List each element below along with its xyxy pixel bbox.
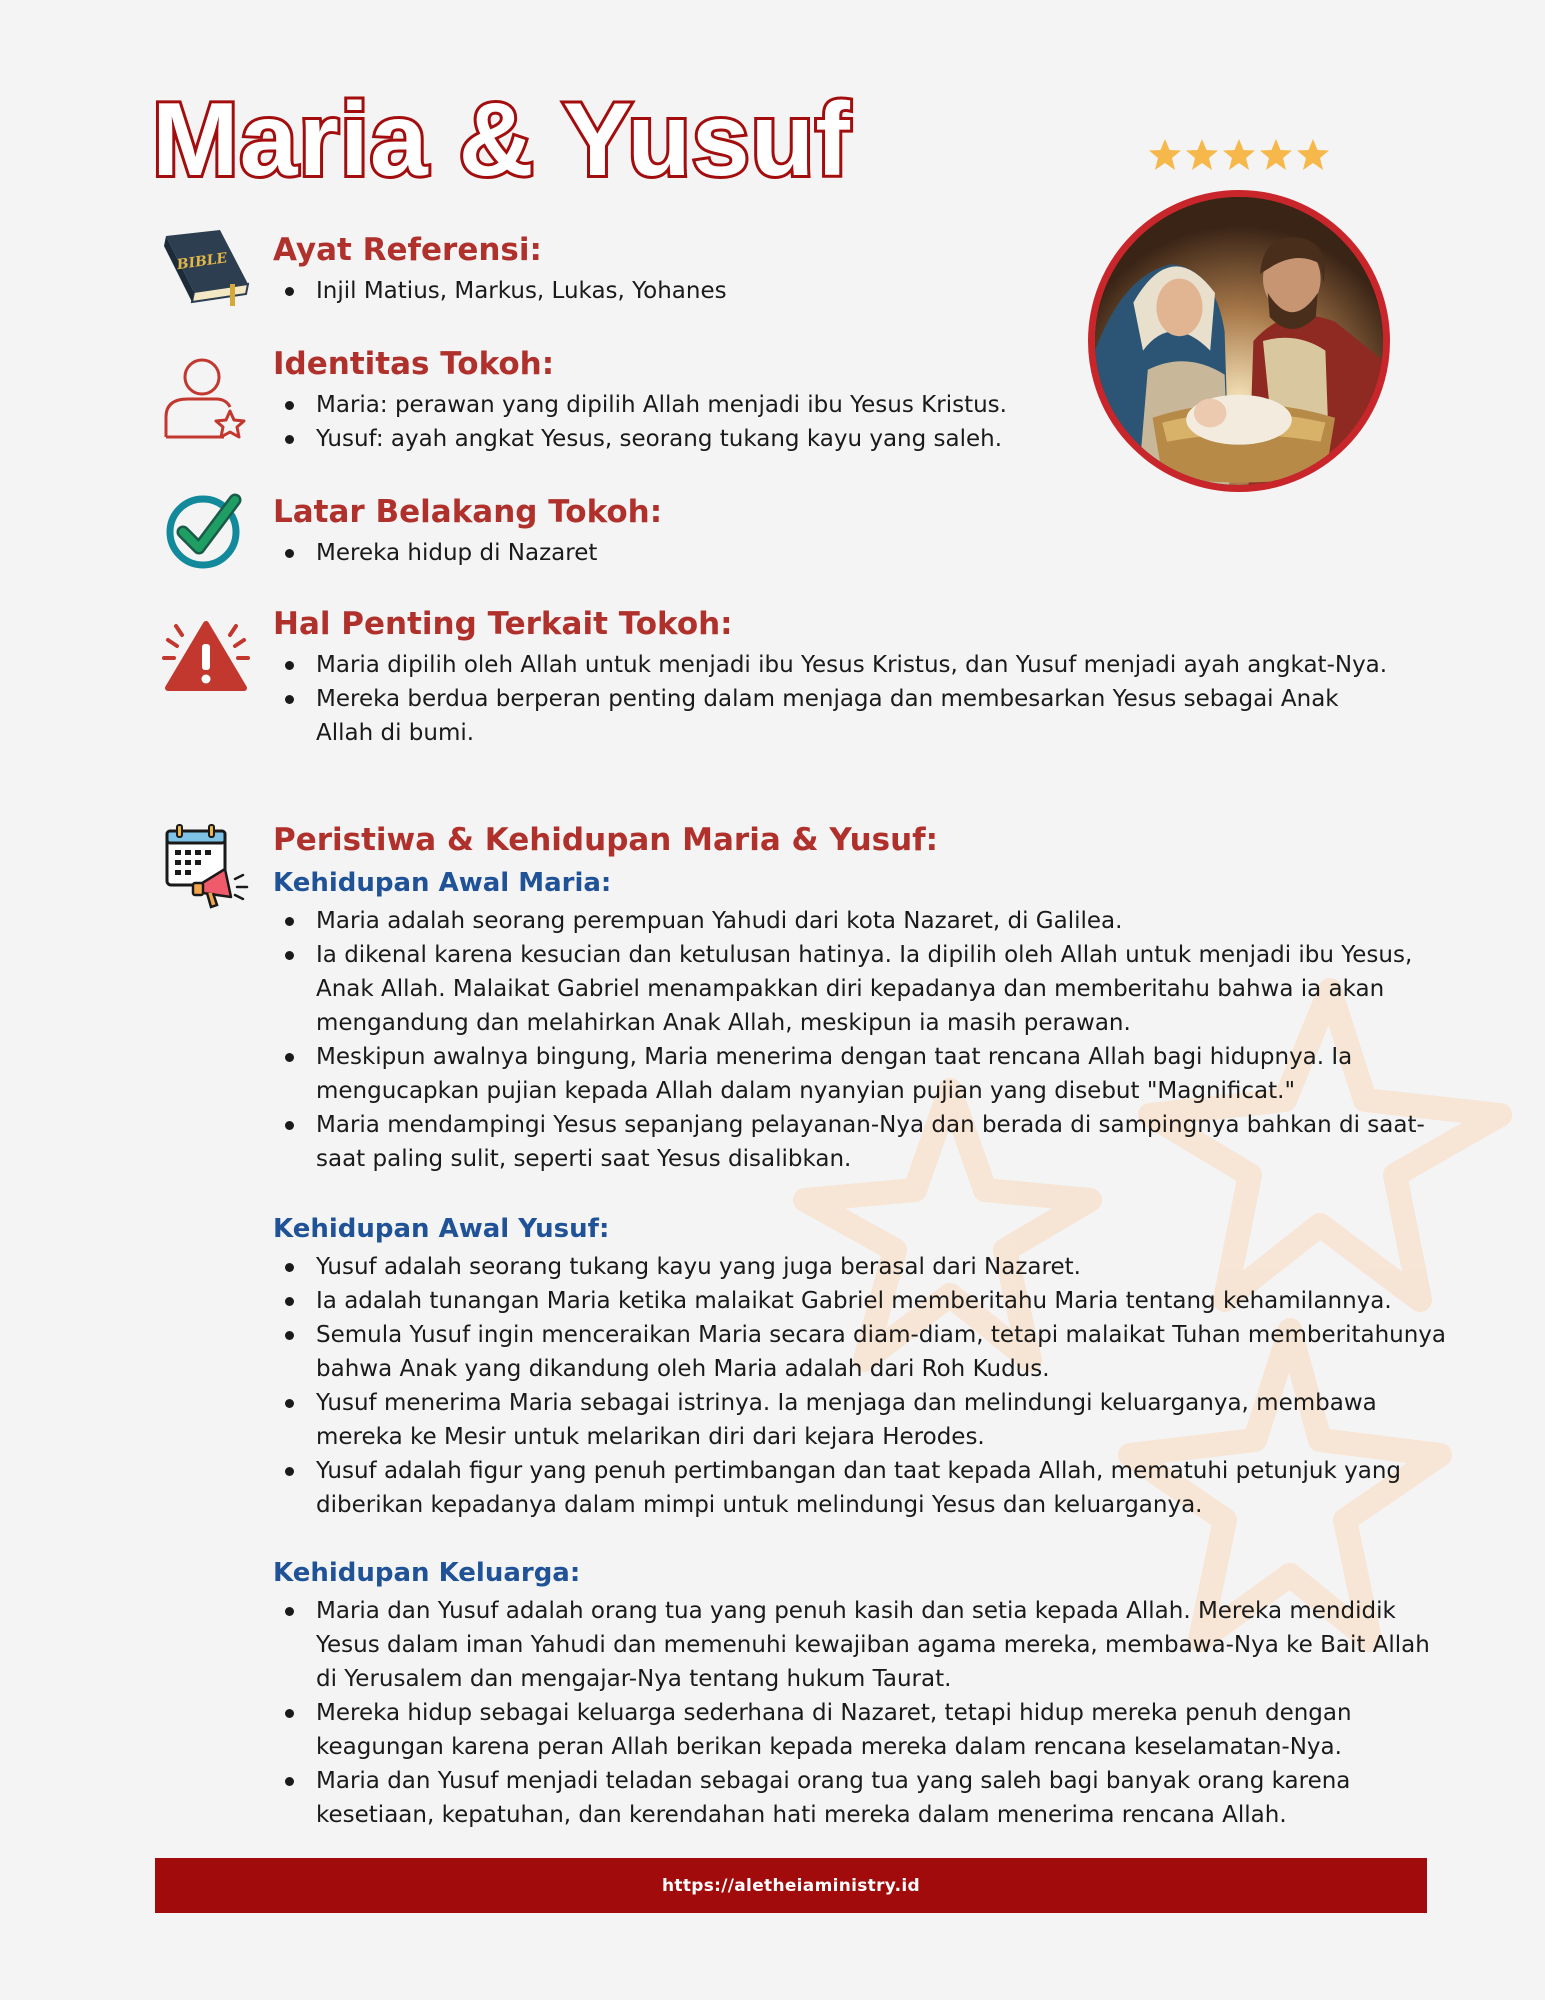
list-item: Maria: perawan yang dipilih Allah menjadi ibu Yesus Kristus. [273, 388, 1433, 422]
list-item: Maria mendampingi Yesus sepanjang pelayanan-Nya dan berada di sampingnya bahkan di saat-saat paling sulit, seperti saat Yesus disalibkan. [273, 1108, 1433, 1176]
peristiwa-heading: Peristiwa & Kehidupan Maria & Yusuf: [273, 822, 939, 858]
star-icon [1186, 139, 1218, 170]
list-item: Ia dikenal karena kesucian dan ketulusan hatinya. Ia dipilih oleh Allah untuk menjadi ibu Yesus, Anak Allah. Malaikat Gabriel menampakkan diri kepadanya dan memberitahu bahwa ia akan mengandung dan melahirkan Anak Allah, meskipun ia masih perawan. [273, 938, 1433, 1040]
bible-icon [160, 228, 252, 308]
list-item: Mereka berdua berperan penting dalam menjaga dan membesarkan Yesus sebagai Anak Allah di bumi. [273, 682, 1403, 750]
latar-heading: Latar Belakang Tokoh: [273, 494, 663, 530]
penting-heading: Hal Penting Terkait Tokoh: [273, 606, 733, 642]
maria-list [273, 904, 1433, 1176]
list-item: Yusuf adalah figur yang penuh pertimbangan dan taat kepada Allah, mematuhi petunjuk yang diberikan kepadanya dalam mimpi untuk melindungi Yesus dan keluarganya. [273, 1454, 1448, 1522]
page-title: Maria & Yusuf [152, 82, 851, 198]
rating-stars [1148, 138, 1330, 172]
star-icon [1223, 139, 1255, 170]
star-icon [1149, 139, 1181, 170]
list-item: Maria dan Yusuf adalah orang tua yang penuh kasih dan setia kepada Allah. Mereka mendidik Yesus dalam iman Yahudi dan memenuhi kewajiban agama mereka, membawa-Nya ke Bait Allah di Yerusalem dan mengajar-Nya tentang hukum Taurat. [273, 1594, 1433, 1696]
footer-bar [155, 1858, 1427, 1913]
ayat-list [273, 274, 1433, 308]
yusuf-subheading: Kehidupan Awal Yusuf: [273, 1214, 610, 1244]
check-circle-icon [163, 488, 245, 570]
maria-subheading: Kehidupan Awal Maria: [273, 868, 612, 898]
identitas-list [273, 388, 1433, 456]
svg-text:BIBLE: BIBLE [176, 250, 228, 274]
penting-list [273, 648, 1403, 750]
list-item: Meskipun awalnya bingung, Maria menerima dengan taat rencana Allah bagi hidupnya. Ia mengucapkan pujian kepada Allah dalam nyanyian pujian yang disebut "Magnificat." [273, 1040, 1433, 1108]
ayat-heading: Ayat Referensi: [273, 232, 542, 268]
list-item: Yusuf menerima Maria sebagai istrinya. Ia menjaga dan melindungi keluarganya, membawa mereka ke Mesir untuk melarikan diri dari kejara Herodes. [273, 1386, 1448, 1454]
calendar-megaphone-icon [163, 823, 251, 911]
list-item: Ia adalah tunangan Maria ketika malaikat Gabriel memberitahu Maria tentang kehamilannya. [273, 1284, 1448, 1318]
list-item: Semula Yusuf ingin menceraikan Maria secara diam-diam, tetapi malaikat Tuhan memberitahunya bahwa Anak yang dikandung oleh Maria adalah dari Roh Kudus. [273, 1318, 1448, 1386]
person-star-icon [160, 355, 250, 440]
latar-list [273, 536, 1433, 570]
footer-url-link[interactable]: https://aletheiaministry.id [662, 1875, 920, 1896]
list-item: Maria adalah seorang perempuan Yahudi dari kota Nazaret, di Galilea. [273, 904, 1433, 938]
star-icon [1297, 139, 1329, 170]
yusuf-list [273, 1250, 1448, 1522]
list-item: Mereka hidup sebagai keluarga sederhana di Nazaret, tetapi hidup mereka penuh dengan keagungan karena peran Allah berikan kepada mereka dalam rencana keselamatan-Nya. [273, 1696, 1433, 1764]
warning-icon [160, 618, 252, 694]
list-item: Mereka hidup di Nazaret [273, 536, 1433, 570]
star-icon [1260, 139, 1292, 170]
list-item: Maria dipilih oleh Allah untuk menjadi ibu Yesus Kristus, dan Yusuf menjadi ayah angkat-Nya. [273, 648, 1403, 682]
keluarga-subheading: Kehidupan Keluarga: [273, 1558, 581, 1588]
list-item: Injil Matius, Markus, Lukas, Yohanes [273, 274, 1433, 308]
keluarga-list [273, 1594, 1433, 1832]
list-item: Yusuf: ayah angkat Yesus, seorang tukang kayu yang saleh. [273, 422, 1433, 456]
identitas-heading: Identitas Tokoh: [273, 346, 555, 382]
list-item: Maria dan Yusuf menjadi teladan sebagai orang tua yang saleh bagi banyak orang karena kesetiaan, kepatuhan, dan kerendahan hati mereka dalam menerima rencana Allah. [273, 1764, 1433, 1832]
list-item: Yusuf adalah seorang tukang kayu yang juga berasal dari Nazaret. [273, 1250, 1448, 1284]
